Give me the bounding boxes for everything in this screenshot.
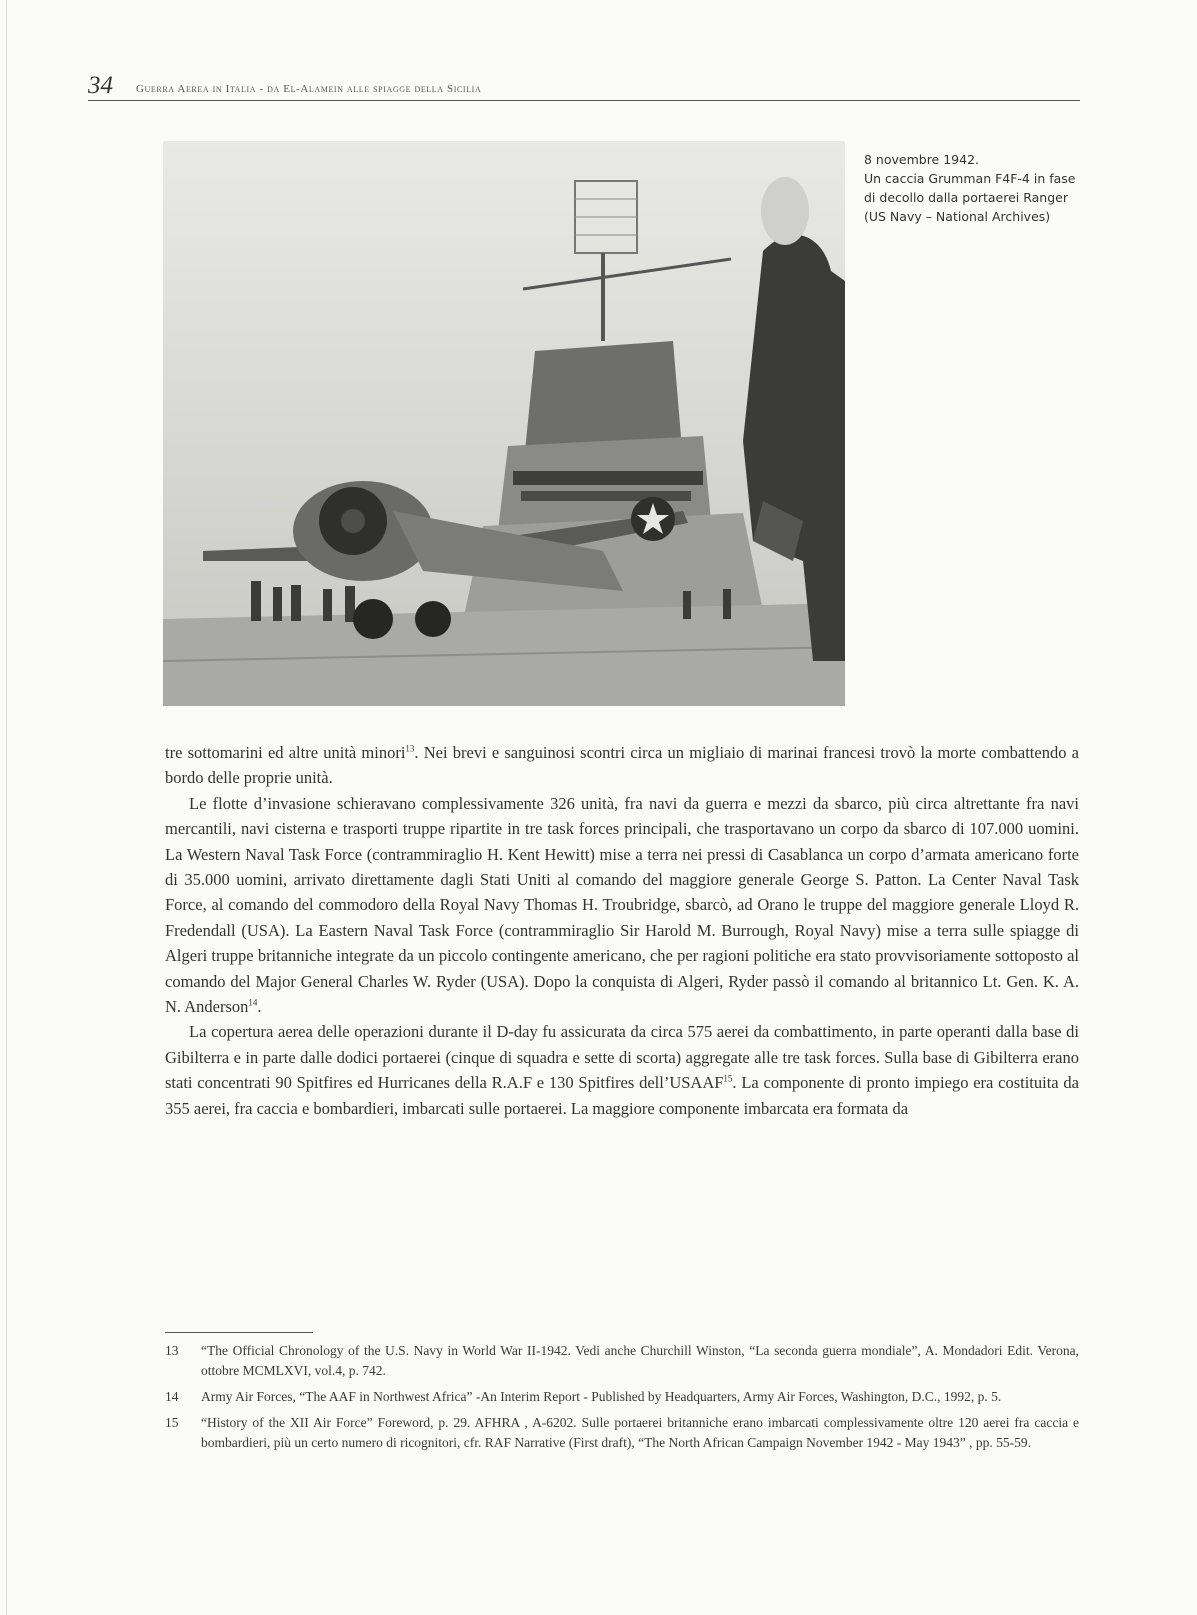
footnote-divider — [165, 1332, 313, 1333]
page-edge-line — [6, 0, 7, 1615]
photo-caption — [864, 150, 1084, 226]
footnote-ref-14[interactable]: 14 — [248, 997, 258, 1008]
paragraph-3: La copertura aerea delle operazioni durante il D-day fu assicurata da circa 575 aerei da combattimento, in parte operanti dalla base di Gibilterra e in parte dalle dodici portaerei (cinque di squadra e sette di scorta) aggregate alle tre task forces. Sulla base di Gibilterra erano stati concentrati 90 Spitfires ed Hurricanes della R.A.F e 130 Spitfires dell’USAAF$^{15}$. La componente di pronto impiego era costituita da 355 aerei, fra caccia e bombardieri, imbarcati sulle portaerei. La maggiore componente imbarcata era formata da — [165, 1022, 1079, 1118]
aircraft-carrier-photo — [163, 141, 845, 706]
paragraph-1: tre sottomarini ed altre unità minori$^{13}$. Nei brevi e sanguinosi scontri circa un migliaio di marinai francesi trovò la morte combattendo a bordo delle proprie unità. — [165, 743, 1079, 788]
body-text — [165, 740, 1079, 1121]
footnote-13 — [165, 1341, 1079, 1381]
footnotes — [165, 1341, 1079, 1459]
paragraph-2: Le flotte d’invasione schieravano complessivamente 326 unità, fra navi da guerra e mezzi da sbarco, più circa altrettante fra navi mercantili, navi cisterna e trasporti truppe ripartite in tre task forces principali, che trasportavano un corpo da sbarco di 107.000 uomini. La Western Naval Task Force (contrammiraglio H. Kent Hewitt) mise a terra nei pressi di Casablanca un corpo d’armata americano forte di 35.000 uomini, arrivato direttamente dagli Stati Uniti al comando del maggiore generale George S. Patton. La Center Naval Task Force, al comando del commodoro della Royal Navy Thomas H. Troubridge, sbarcò, ad Orano le truppe del maggiore generale Lloyd R. Fredendall (USA). La Eastern Naval Task Force (contrammiraglio Sir Harold M. Burrough, Royal Navy) mise a terra sulle spiagge di Algeri truppe britanniche integrate da un piccolo contingente americano, che per ragioni politiche era stato provvisoriamente sottoposto al comando del Major General Charles W. Ryder (USA). Dopo la conquista di Algeri, Ryder passò il comando al britannico Lt. Gen. K. A. N. Anderson$^{14}$. — [165, 793, 1079, 1017]
footnote-number: 14 — [165, 1389, 179, 1404]
footnote-text: “The Official Chronology of the U.S. Navy in World War II-1942. Vedi anche Churchill Winston, “La seconda guerra mondiale”, A. Mondadori Edit. Verona, ottobre MCMLXVI, vol.4, p. 742. — [201, 1343, 1079, 1378]
footnote-15 — [165, 1413, 1079, 1453]
footnote-number: 13 — [165, 1343, 179, 1358]
page-number: 34 — [88, 72, 113, 99]
caption-text: Un caccia Grumman F4F-4 in fase di decollo dalla portaerei Ranger (US Navy – National Archives) — [864, 171, 1076, 224]
footnote-text: “History of the XII Air Force” Foreword, p. 29. AFHRA , A-6202. Sulle portaerei britanniche erano imbarcati complessivamente oltre 120 aerei fra caccia e bombardieri, più un certo numero di ricognitori, cfr. RAF Narrative (First draft), “The North African Campaign November 1942 - May 1943” , pp. 55-59. — [201, 1415, 1079, 1450]
caption-date: 8 novembre 1942. — [864, 152, 980, 167]
footnote-ref-15[interactable]: 15 — [723, 1073, 733, 1084]
page-header — [88, 72, 1080, 101]
footnote-text: Army Air Forces, “The AAF in Northwest Africa” -An Interim Report - Published by Headquarters, Army Air Forces, Washington, D.C., 1992, p. 5. — [201, 1389, 1002, 1404]
aircraft-carrier-photo-icon — [163, 141, 845, 706]
footnote-14 — [165, 1387, 1079, 1407]
footnote-number: 15 — [165, 1415, 179, 1430]
footnote-ref-13[interactable]: 13 — [405, 743, 415, 754]
running-title: Guerra Aerea in Italia - da El-Alamein alle spiagge della Sicilia — [136, 83, 482, 95]
